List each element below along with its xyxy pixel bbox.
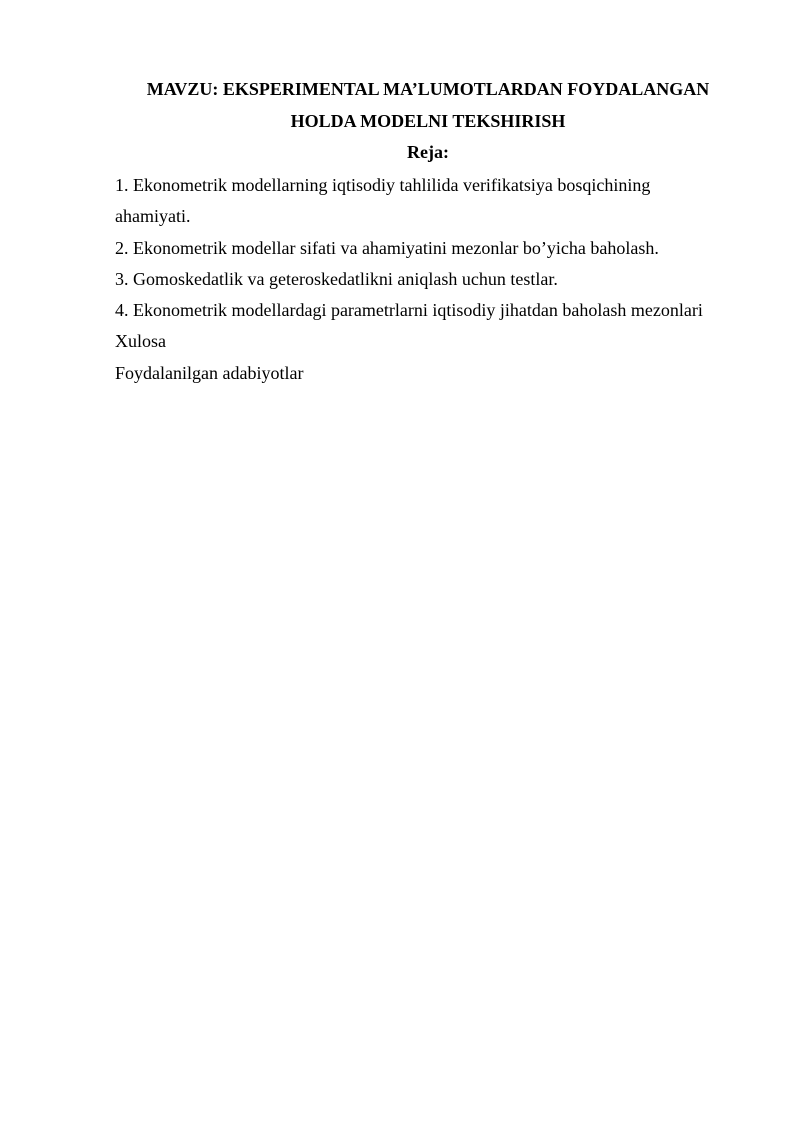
plan-item-references: Foydalanilgan adabiyotlar xyxy=(115,362,304,383)
plan-item-4: 4. Ekonometrik modellardagi parametrlarni iqtisodiy jihatdan baholash mezonlari xyxy=(115,300,703,321)
plan-heading: Reja: xyxy=(407,142,449,162)
plan-item-2: 2. Ekonometrik modellar sifati va ahamiyatini mezonlar bo’yicha baholash. xyxy=(115,237,659,258)
plan-list xyxy=(115,170,745,389)
title-line-2: HOLDA MODELNI TEKSHIRISH xyxy=(290,110,566,131)
plan-item-3: 3. Gomoskedatlik va geteroskedatlikni aniqlash uchun testlar. xyxy=(115,268,558,289)
plan-item-1: 1. Ekonometrik modellarning iqtisodiy tahlilida verifikatsiya bosqichining xyxy=(115,175,651,195)
title-line-1: MAVZU: EKSPERIMENTAL MA’LUMOTLARDAN FOYDALANGAN xyxy=(146,79,710,99)
document-title xyxy=(115,74,741,169)
plan-item-conclusion: Xulosa xyxy=(115,331,166,352)
plan-item-1-continued: ahamiyati. xyxy=(115,206,191,227)
